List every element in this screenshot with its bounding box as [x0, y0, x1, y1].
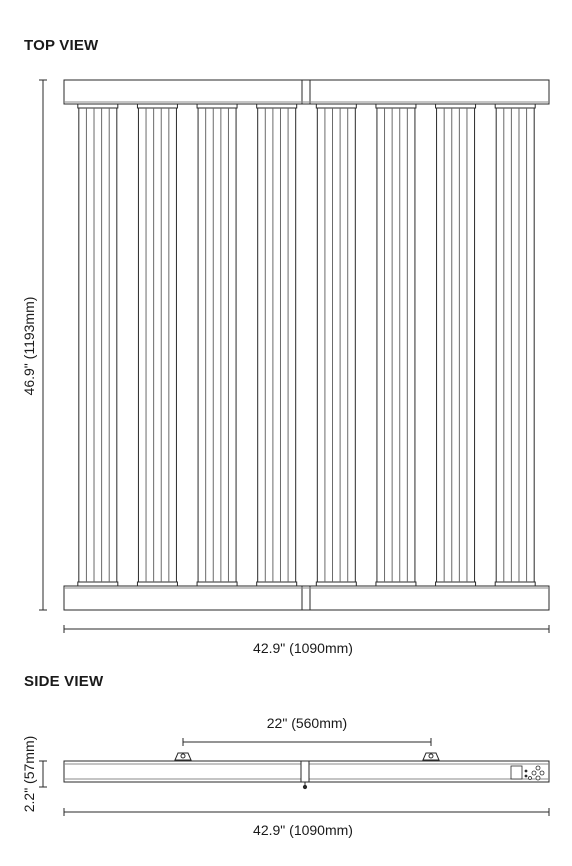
led-bar — [197, 104, 237, 586]
led-bar — [137, 104, 177, 586]
top-width-dimension — [64, 625, 549, 633]
bottom-rail — [64, 586, 549, 610]
top-width-label: 42.9" (1090mm) — [253, 640, 353, 656]
side-height-label: 2.2" (57mm) — [21, 735, 37, 813]
top-height-label: 46.9" (1193mm) — [21, 296, 37, 396]
top-view-heading: TOP VIEW — [24, 37, 99, 54]
hanger-spacing-dimension — [183, 738, 431, 746]
hanger-left — [175, 753, 191, 760]
hanger-spacing-label: 22" (560mm) — [266, 715, 348, 731]
led-bar — [78, 104, 118, 586]
led-bar — [495, 104, 535, 586]
side-height-dimension — [39, 761, 47, 787]
led-bars — [78, 104, 535, 586]
side-view-heading: SIDE VIEW — [24, 673, 104, 690]
side-fixture-body — [64, 761, 549, 789]
side-width-label: 42.9" (1090mm) — [253, 822, 353, 838]
led-bar — [376, 104, 416, 586]
led-bar — [316, 104, 356, 586]
led-bar — [436, 104, 476, 586]
hanger-right — [423, 753, 439, 760]
side-width-dimension — [64, 808, 549, 816]
top-rail — [64, 80, 549, 104]
led-bar — [257, 104, 297, 586]
top-height-dimension — [39, 80, 47, 610]
